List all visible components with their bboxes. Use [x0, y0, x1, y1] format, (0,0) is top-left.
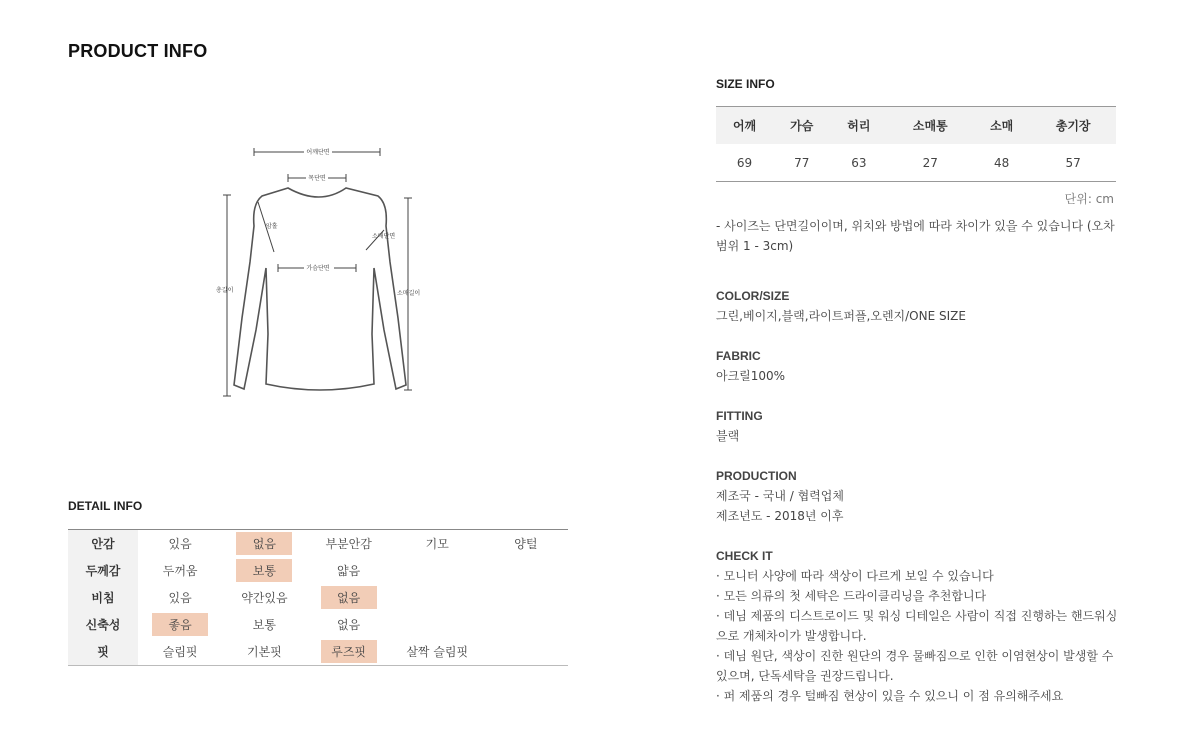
detail-option-selected: 루즈핏	[321, 640, 377, 663]
detail-option-selected: 없음	[321, 586, 377, 609]
check-heading: CHECK IT	[716, 549, 773, 563]
detail-cell	[484, 530, 568, 558]
check-line: · 모니터 사양에 따라 색상이 다르게 보일 수 있습니다	[716, 569, 994, 583]
detail-option: 기모	[425, 537, 449, 551]
detail-row	[68, 557, 568, 584]
detail-row	[68, 611, 568, 638]
detail-cell	[391, 584, 484, 611]
detail-option: 부분안감	[325, 537, 372, 551]
detail-option-selected: 좋음	[152, 613, 208, 636]
check-line: · 퍼 제품의 경우 털빠짐 현상이 있을 수 있으니 이 점 유의해주세요	[716, 689, 1064, 703]
fitting-section	[716, 406, 1136, 446]
detail-cell	[222, 584, 306, 611]
size-value: 69	[736, 155, 753, 170]
check-line: · 데님 원단, 색상이 진한 원단의 경우 물빠짐으로 인한 이염현상이 발생할 수 있으며, 단독세탁을 권장드립니다.	[716, 649, 1114, 683]
color-size-heading: COLOR/SIZE	[716, 289, 790, 303]
size-value: 27	[922, 155, 938, 170]
detail-option	[409, 596, 465, 602]
detail-cell	[307, 557, 391, 584]
detail-option	[409, 623, 465, 629]
fabric-section	[716, 346, 1136, 386]
fitting-heading: FITTING	[716, 409, 763, 423]
fabric-heading: FABRIC	[716, 349, 761, 363]
detail-cell	[138, 584, 222, 611]
size-info-title: SIZE INFO	[716, 77, 775, 91]
detail-cell	[138, 638, 222, 666]
size-value: 48	[994, 155, 1010, 170]
detail-cell	[391, 557, 484, 584]
detail-cell	[138, 611, 222, 638]
detail-row-label: 핏	[68, 638, 138, 666]
detail-option: 살짝 슬림핏	[406, 645, 469, 659]
garment-measurement-diagram	[200, 140, 440, 410]
size-header: 소매	[973, 107, 1030, 145]
detail-option	[498, 596, 554, 602]
detail-option: 없음	[337, 618, 361, 632]
production-section	[716, 466, 1136, 526]
detail-option	[498, 650, 554, 656]
detail-option-selected: 없음	[236, 532, 292, 555]
detail-row	[68, 638, 568, 666]
detail-option: 보통	[252, 618, 276, 632]
detail-row-label: 비침	[68, 584, 138, 611]
detail-option: 슬림핏	[162, 645, 198, 659]
size-header: 어깨	[716, 107, 773, 145]
detail-row	[68, 584, 568, 611]
detail-cell	[484, 611, 568, 638]
size-header: 총기장	[1030, 107, 1116, 145]
size-header: 가슴	[773, 107, 830, 145]
size-unit: 단위: cm	[1064, 192, 1114, 206]
detail-cell	[222, 557, 306, 584]
production-country: 제조국 - 국내 / 협력업체	[716, 489, 844, 503]
detail-row-label: 신축성	[68, 611, 138, 638]
detail-cell	[484, 557, 568, 584]
detail-info-title: DETAIL INFO	[68, 499, 143, 513]
detail-option: 기본핏	[246, 645, 282, 659]
color-size-value: 그린,베이지,블랙,라이트퍼플,오렌지/ONE SIZE	[716, 309, 966, 323]
size-header: 소매통	[887, 107, 973, 145]
detail-cell	[138, 557, 222, 584]
detail-cell	[484, 584, 568, 611]
detail-cell	[222, 530, 306, 558]
detail-option	[498, 623, 554, 629]
detail-cell	[307, 638, 391, 666]
diagram-label-length: 총길이	[216, 287, 234, 294]
size-header: 허리	[830, 107, 887, 145]
detail-cell	[391, 530, 484, 558]
size-value: 77	[794, 155, 810, 170]
fitting-value: 블랙	[716, 429, 740, 443]
detail-info-table	[68, 529, 568, 666]
fabric-value: 아크릴100%	[716, 369, 786, 383]
diagram-label-shoulder: 어깨단면	[306, 149, 330, 156]
detail-option: 얇음	[337, 564, 361, 578]
size-value: 57	[1065, 155, 1081, 170]
detail-row-label: 두께감	[68, 557, 138, 584]
detail-option: 양털	[514, 537, 538, 551]
check-line: · 모든 의류의 첫 세탁은 드라이클리닝을 추천합니다	[716, 589, 987, 603]
size-note: - 사이즈는 단면길이이며, 위치와 방법에 따라 차이가 있을 수 있습니다 (오차범위 1 - 3cm)	[716, 219, 1115, 253]
detail-cell	[391, 611, 484, 638]
detail-option: 약간있음	[241, 591, 288, 605]
size-info-table	[716, 106, 1116, 182]
detail-option	[498, 569, 554, 575]
size-value: 63	[851, 155, 867, 170]
production-year: 제조년도 - 2018년 이후	[716, 509, 844, 523]
detail-cell	[138, 530, 222, 558]
diagram-label-sleeve-length: 소매길이	[397, 290, 421, 297]
detail-cell	[307, 584, 391, 611]
detail-row	[68, 530, 568, 558]
detail-option: 두꺼움	[162, 564, 198, 578]
diagram-label-chest: 가슴단면	[306, 265, 330, 272]
diagram-label-sleeve-width: 소매단면	[372, 233, 396, 240]
detail-option-selected: 보통	[236, 559, 292, 582]
diagram-label-neck: 목단면	[308, 175, 326, 182]
detail-cell	[307, 530, 391, 558]
detail-option: 있음	[168, 591, 192, 605]
check-line: · 데님 제품의 디스트로이드 및 워싱 디테일은 사람이 직접 진행하는 핸드워싱으로 개체차이가 발생합니다.	[716, 609, 1118, 643]
detail-cell	[222, 638, 306, 666]
production-heading: PRODUCTION	[716, 469, 797, 483]
detail-option: 있음	[168, 537, 192, 551]
detail-cell	[391, 638, 484, 666]
check-section	[716, 546, 1118, 706]
page-title: PRODUCT INFO	[68, 41, 208, 61]
detail-cell	[484, 638, 568, 666]
detail-cell	[307, 611, 391, 638]
detail-cell	[222, 611, 306, 638]
diagram-label-armhole: 암홀	[266, 223, 278, 230]
detail-row-label: 안감	[68, 530, 138, 558]
detail-option	[409, 569, 465, 575]
color-size-section	[716, 286, 1136, 326]
